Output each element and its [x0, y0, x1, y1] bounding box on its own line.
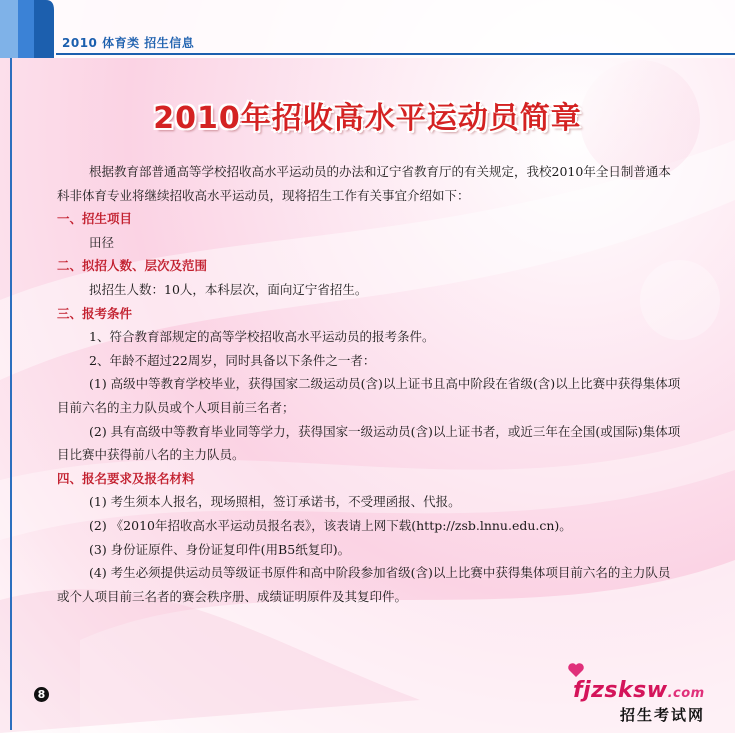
page-title: 2010年招收高水平运动员简章: [153, 101, 582, 136]
article-body: [57, 160, 682, 608]
paragraph: 1、符合教育部规定的高等学校招收高水平运动员的报考条件。: [89, 329, 435, 345]
header-divider: [56, 53, 735, 55]
paragraph: (3) 身份证原件、身份证复印件(用B5纸复印)。: [89, 541, 351, 557]
watermark-logo: [573, 678, 705, 703]
paragraph: 田径: [89, 234, 115, 250]
paragraph: 根据教育部普通高等学校招收高水平运动员的办法和辽宁省教育厅的有关规定，我校2010年全日制普通本科非体育专业将继续招收高水平运动员，现将招生工作有关事宜介绍如下：: [57, 164, 671, 203]
header-title: 2010 体育类 招生信息: [62, 36, 195, 50]
section-heading: 二、拟招人数、层次及范围: [57, 258, 208, 274]
paragraph: (1) 考生须本人报名，现场照相，签订承诺书，不受理函报、代报。: [89, 494, 461, 510]
paragraph: (2) 《2010年招收高水平运动员报名表》，该表请上网下载(http://zsb.lnnu.edu.cn)。: [89, 517, 572, 533]
section-heading: 三、报考条件: [57, 305, 133, 321]
page-number: 8: [34, 687, 49, 702]
watermark-brand: fjzsksw: [573, 678, 668, 703]
watermark-suffix: .com: [667, 686, 705, 701]
section-heading: 四、报名要求及报名材料: [57, 470, 195, 486]
section-heading: 一、招生项目: [57, 211, 133, 227]
paragraph: 拟招生人数：10人，本科层次，面向辽宁省招生。: [89, 281, 368, 297]
left-margin-rule: [10, 58, 12, 730]
paragraph: (2) 具有高级中等教育毕业同等学力，获得国家一级运动员(含)以上证书者，或近三年在全国(或国际)集体项目比赛中获得前八名的主力队员。: [57, 423, 681, 463]
heart-icon: [566, 660, 586, 680]
paragraph: (4) 考生必须提供运动员等级证书原件和高中阶段参加省级(含)以上比赛中获得集体项目前六名的主力队员或个人项目前三名者的赛会秩序册、成绩证明原件及其复印件。: [57, 565, 671, 604]
paragraph: (1) 高级中等教育学校毕业，获得国家二级运动员(含)以上证书且高中阶段在省级(含)以上比赛中获得集体项目前六名的主力队员或个人项目前三名者；: [57, 376, 681, 415]
watermark-subtitle: 招生考试网: [620, 706, 706, 724]
paragraph: 2、年龄不超过22周岁，同时具备以下条件之一者：: [89, 352, 376, 368]
